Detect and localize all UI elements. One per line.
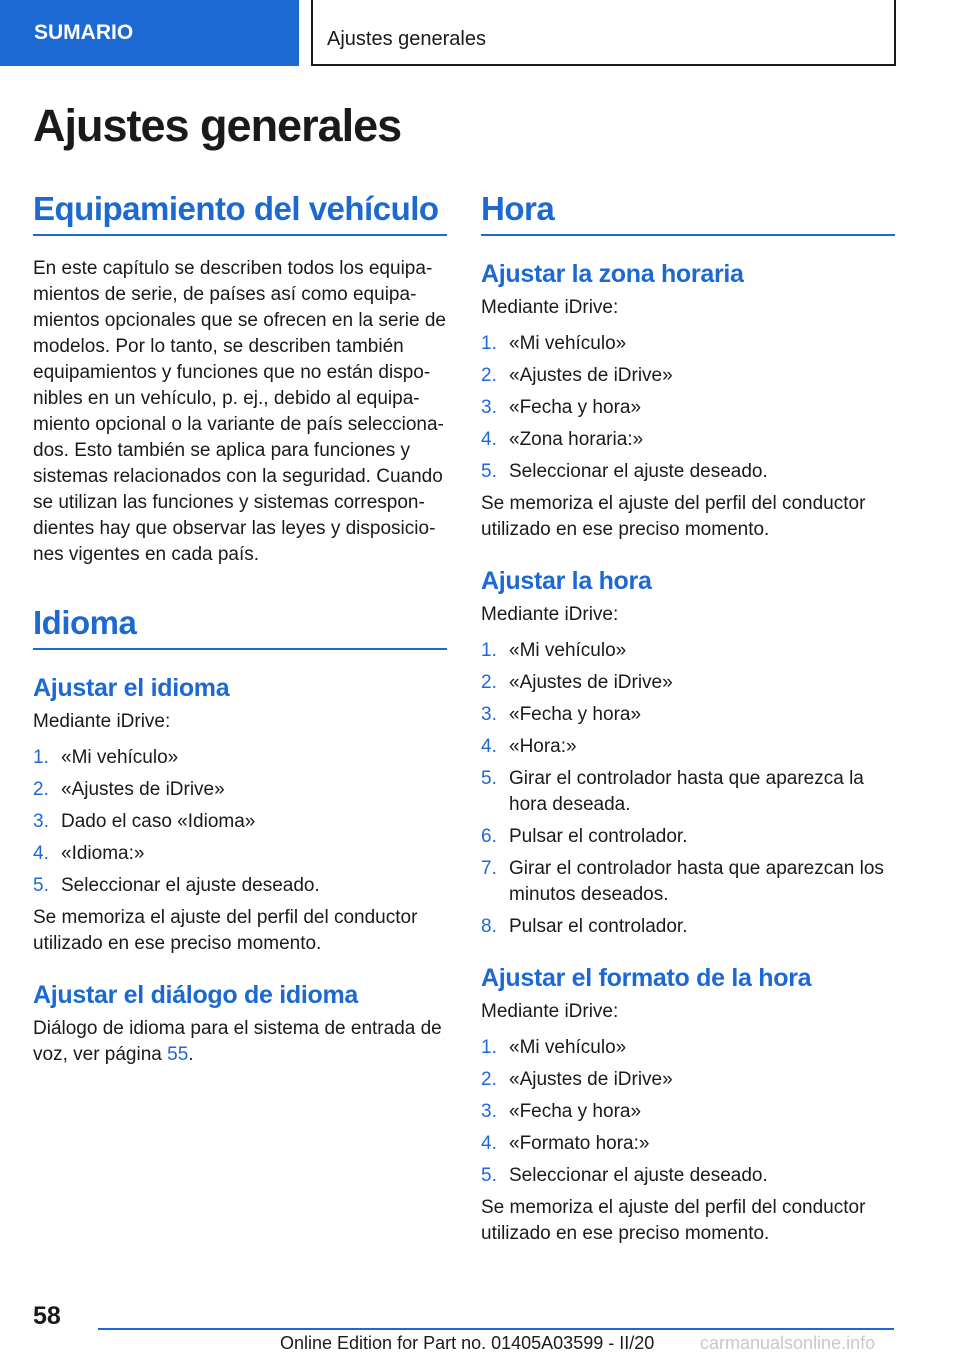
footer-rule — [98, 1328, 894, 1330]
time-format-steps — [481, 1035, 895, 1189]
time-zone-steps — [481, 331, 895, 485]
list-item: 2. «Ajustes de iDrive» — [481, 1069, 673, 1090]
time-format-intro: Mediante iDrive: — [481, 1001, 619, 1022]
subsection-title-set-language: Ajustar el idioma — [33, 674, 230, 702]
subsection-title-set-time: Ajustar la hora — [481, 567, 652, 595]
breadcrumb-label: Ajustes generales — [327, 28, 486, 50]
list-item: 2. «Ajustes de iDrive» — [481, 365, 673, 386]
set-language-note: Se memoriza el ajuste del perfil del conductor utilizado en ese preciso momento. — [33, 907, 418, 954]
list-item: 2. «Ajustes de iDrive» — [33, 779, 225, 800]
time-zone-note: Se memoriza el ajuste del perfil del conductor utilizado en ese preciso momento. — [481, 493, 866, 540]
subsection-title-language-dialog: Ajustar el diálogo de idioma — [33, 981, 358, 1009]
equipment-body: En este capítulo se describen todos los equipamientos de serie, de países así como equipamientos opcionales que se ofrecen en la serie de modelos. Por lo tanto, se describen también equipamientos y funciones que no están disponibles en un vehículo, p. ej., debido al equipamiento opcional o la variante de país seleccionados. Esto también se aplica para funciones y sistemas relacionados con la seguridad. Cuando se utilizan las funciones y sistemas correspondientes hay que observar las leyes y disposiciones vigentes en cada país. — [33, 258, 446, 565]
list-item: 1. «Mi vehículo» — [481, 1037, 627, 1058]
page-number: 58 — [33, 1302, 61, 1330]
list-item: 1. «Mi vehículo» — [481, 333, 627, 354]
list-item: 1. «Mi vehículo» — [33, 747, 179, 768]
right-column — [481, 190, 895, 1247]
list-item: 5. Seleccionar el ajuste deseado. — [481, 461, 768, 482]
list-item: 4. «Zona horaria:» — [481, 429, 644, 450]
subsection-title-time-format: Ajustar el formato de la hora — [481, 964, 812, 992]
list-item: 3. «Fecha y hora» — [481, 397, 642, 418]
list-item: 8. Pulsar el controlador. — [481, 916, 688, 937]
section-title-language: Idioma — [33, 604, 447, 650]
list-item: 3. Dado el caso «Idioma» — [33, 811, 256, 832]
set-time-steps — [481, 638, 895, 940]
language-dialog-body: Diálogo de idioma para el sistema de entrada de voz, ver página 55. — [33, 1018, 442, 1065]
breadcrumb — [311, 0, 896, 66]
sumario-tab[interactable]: SUMARIO — [0, 0, 299, 66]
list-item: 1. «Mi vehículo» — [481, 640, 627, 661]
top-bar — [0, 0, 960, 66]
page-link-55[interactable]: 55 — [167, 1044, 189, 1065]
list-item: 4. «Formato hora:» — [481, 1133, 650, 1154]
section-title-time: Hora — [481, 190, 895, 236]
list-item: 3. «Fecha y hora» — [481, 704, 642, 725]
time-format-note: Se memoriza el ajuste del perfil del conductor utilizado en ese preciso momento. — [481, 1197, 866, 1244]
footer-edition: Online Edition for Part no. 01405A03599 - II/20 — [280, 1333, 655, 1353]
subsection-title-time-zone: Ajustar la zona horaria — [481, 260, 744, 288]
list-item: 2. «Ajustes de iDrive» — [481, 672, 673, 693]
set-language-intro: Mediante iDrive: — [33, 711, 171, 732]
time-zone-intro: Mediante iDrive: — [481, 297, 619, 318]
list-item: 5. Girar el controlador hasta que aparezca la hora deseada. — [481, 768, 864, 815]
left-column — [33, 190, 447, 1068]
list-item: 3. «Fecha y hora» — [481, 1101, 642, 1122]
set-language-steps — [33, 745, 447, 899]
list-item: 4. «Hora:» — [481, 736, 577, 757]
list-item: 4. «Idioma:» — [33, 843, 145, 864]
list-item: 5. Seleccionar el ajuste deseado. — [481, 1165, 768, 1186]
watermark: carmanualsonline.info — [700, 1333, 876, 1353]
page-title: Ajustes generales — [33, 100, 402, 151]
list-item: 5. Seleccionar el ajuste deseado. — [33, 875, 320, 896]
section-title-equipment: Equipamiento del vehículo — [33, 190, 447, 236]
list-item: 7. Girar el controlador hasta que aparezcan los minutos deseados. — [481, 858, 884, 905]
set-time-intro: Mediante iDrive: — [481, 604, 619, 625]
list-item: 6. Pulsar el controlador. — [481, 826, 688, 847]
